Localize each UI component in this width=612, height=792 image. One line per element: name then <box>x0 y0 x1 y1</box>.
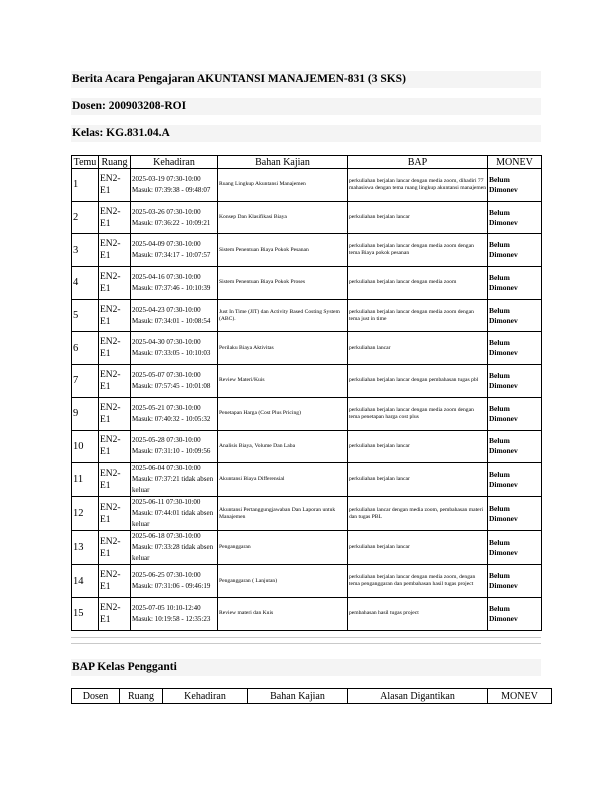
jadwal-text: 2025-03-26 07:30-10:00 <box>132 207 201 216</box>
table-row <box>72 597 542 630</box>
monev-cell: Belum Dimonev <box>488 201 542 234</box>
section-divider <box>71 643 541 644</box>
bap-cell: perkuliahan lancar dengan media zoom, pembahasan materi dan tugas PBL <box>348 497 488 531</box>
bap-cell: perkuliahan berjalan lancar dengan media zoom <box>348 267 488 300</box>
temu-cell: 13 <box>72 531 99 565</box>
page-title: Berita Acara Pengajaran AKUNTANSI MANAJEMEN-831 (3 SKS) <box>72 73 406 85</box>
bahan-kajian-cell: Sistem Penentuan Biaya Pokok Pesanan <box>218 234 348 267</box>
ruang-cell: EN2-E1 <box>99 365 131 398</box>
kehadiran-cell <box>131 201 218 234</box>
col-header-kehadiran: Kehadiran <box>131 156 218 169</box>
masuk-text: Masuk: 07:33:05 - 10:10:03 <box>132 349 211 358</box>
monev-cell: Belum Dimonev <box>488 169 542 202</box>
pengganti-table-header <box>72 689 552 704</box>
kehadiran-cell <box>131 397 218 430</box>
jadwal-text: 2025-04-09 07:30-10:00 <box>132 240 201 249</box>
bahan-kajian-cell: Review materi dan Kuis <box>218 597 348 630</box>
table-row <box>72 267 542 300</box>
monev-cell: Belum Dimonev <box>488 267 542 300</box>
bap-cell: perkuliahan berjalan lancar <box>348 463 488 497</box>
bap-cell: perkuliahan lancar <box>348 332 488 365</box>
table-row <box>72 497 542 531</box>
bahan-kajian-cell: Sistem Penentuan Biaya Pokok Proses <box>218 267 348 300</box>
ruang-cell: EN2-E1 <box>99 565 131 598</box>
masuk-text: Masuk: 07:33:28 tidak absen keluar <box>132 543 214 563</box>
table-row <box>72 463 542 497</box>
table-row <box>72 332 542 365</box>
bahan-kajian-cell: Akuntansi Pertanggungjawaban Dan Laporan untuk Manajemen <box>218 497 348 531</box>
temu-cell: 14 <box>72 565 99 598</box>
monev-cell: Belum Dimonev <box>488 463 542 497</box>
ruang-cell: EN2-E1 <box>99 267 131 300</box>
kehadiran-cell <box>131 497 218 531</box>
temu-cell: 7 <box>72 365 99 398</box>
ruang-cell: EN2-E1 <box>99 463 131 497</box>
kelas-label: Kelas: KG.831.04.A <box>72 127 170 139</box>
table-row <box>72 201 542 234</box>
col-header-bahan-kajian: Bahan Kajian <box>218 156 348 169</box>
ruang-cell: EN2-E1 <box>99 169 131 202</box>
temu-cell: 11 <box>72 463 99 497</box>
bap-cell: perkuliahan berjalan lancar dengan media zoom, dengan tema penganggaran dan pembahasan hasil tugas project <box>348 565 488 598</box>
ruang-cell: EN2-E1 <box>99 299 131 332</box>
bap-cell: perkuliahan berjalan lancar <box>348 201 488 234</box>
table-row <box>72 565 542 598</box>
col-header-monev: MONEV <box>488 156 542 169</box>
bap-cell: perkuliahan berjalan lancar dengan media zoom, dihadiri 77 mahasiswa dengan tema ruang lingkup akuntansi manajemen <box>348 169 488 202</box>
masuk-text: Masuk: 07:57:45 - 10:01:08 <box>132 381 211 390</box>
jadwal-text: 2025-06-25 07:30-10:00 <box>132 571 201 580</box>
bap-table <box>71 155 542 631</box>
col-header-ruang: Ruang <box>99 156 131 169</box>
ruang-cell: EN2-E1 <box>99 430 131 463</box>
table-row <box>72 397 542 430</box>
monev-cell: Belum Dimonev <box>488 332 542 365</box>
col-header-dosen: Dosen <box>72 689 120 704</box>
jadwal-text: 2025-04-23 07:30-10:00 <box>132 305 201 314</box>
bap-table-header <box>72 156 542 169</box>
bahan-kajian-cell: Konsep Dan Klasifikasi Biaya <box>218 201 348 234</box>
masuk-text: Masuk: 07:31:10 - 10:09:56 <box>132 447 211 456</box>
kehadiran-cell <box>131 430 218 463</box>
table-row <box>72 531 542 565</box>
kehadiran-cell <box>131 234 218 267</box>
table-row <box>72 430 542 463</box>
jadwal-text: 2025-04-30 07:30-10:00 <box>132 338 201 347</box>
bap-cell: perkuliahan berjalan lancar dengan pembahasan tugas pbl <box>348 365 488 398</box>
kehadiran-cell <box>131 332 218 365</box>
pengganti-table <box>71 688 552 704</box>
bahan-kajian-cell: Analisis Biaya, Volume Dan Laba <box>218 430 348 463</box>
temu-cell: 15 <box>72 597 99 630</box>
monev-cell: Belum Dimonev <box>488 497 542 531</box>
section-divider <box>71 637 541 638</box>
col-header-ruang: Ruang <box>120 689 163 704</box>
temu-cell: 2 <box>72 201 99 234</box>
kehadiran-cell <box>131 531 218 565</box>
bap-cell: perkuliahan berjalan lancar dengan media zoom dengan tema penetapan harga cost plus <box>348 397 488 430</box>
jadwal-text: 2025-03-19 07:30-10:00 <box>132 174 201 183</box>
col-header-bap: BAP <box>348 156 488 169</box>
bap-cell: perkuliahan berjalan lancar dengan media zoom dengan tema Biaya pokok pesanan <box>348 234 488 267</box>
ruang-cell: EN2-E1 <box>99 397 131 430</box>
masuk-text: Masuk: 10:19:58 - 12:35:23 <box>132 614 211 623</box>
monev-cell: Belum Dimonev <box>488 234 542 267</box>
dosen-label: Dosen: 200903208-ROI <box>72 100 187 112</box>
bahan-kajian-cell: Perilaku Biaya Aktivitas <box>218 332 348 365</box>
table-row <box>72 234 542 267</box>
temu-cell: 12 <box>72 497 99 531</box>
kehadiran-cell <box>131 299 218 332</box>
bahan-kajian-cell: Just In Time (JIT) dan Activity Based Costing System (ABC). <box>218 299 348 332</box>
bahan-kajian-cell: Review Materi/Kuis <box>218 365 348 398</box>
jadwal-text: 2025-05-21 07:30-10:00 <box>132 403 201 412</box>
temu-cell: 6 <box>72 332 99 365</box>
masuk-text: Masuk: 07:34:01 - 10:08:54 <box>132 316 211 325</box>
ruang-cell: EN2-E1 <box>99 597 131 630</box>
masuk-text: Masuk: 07:44:01 tidak absen keluar <box>132 509 214 529</box>
temu-cell: 3 <box>72 234 99 267</box>
bap-cell: perkuliahan berjalan lancar <box>348 531 488 565</box>
temu-cell: 4 <box>72 267 99 300</box>
jadwal-text: 2025-06-04 07:30-10:00 <box>132 464 201 473</box>
jadwal-text: 2025-05-07 07:30-10:00 <box>132 370 201 379</box>
temu-cell: 5 <box>72 299 99 332</box>
ruang-cell: EN2-E1 <box>99 497 131 531</box>
table-row <box>72 365 542 398</box>
masuk-text: Masuk: 07:36:22 - 10:09:21 <box>132 218 211 227</box>
kehadiran-cell <box>131 463 218 497</box>
temu-cell: 1 <box>72 169 99 202</box>
pengganti-title: BAP Kelas Pengganti <box>72 661 177 673</box>
masuk-text: Masuk: 07:39:38 - 09:48:07 <box>132 185 211 194</box>
col-header-temu: Temu <box>72 156 99 169</box>
temu-cell: 9 <box>72 397 99 430</box>
kehadiran-cell <box>131 565 218 598</box>
col-header-bahan-kajian: Bahan Kajian <box>248 689 348 704</box>
bap-cell: perkuliahan berjalan lancar dengan media zoom dengan tema just in time <box>348 299 488 332</box>
jadwal-text: 2025-05-28 07:30-10:00 <box>132 436 201 445</box>
temu-cell: 10 <box>72 430 99 463</box>
monev-cell: Belum Dimonev <box>488 565 542 598</box>
table-row <box>72 169 542 202</box>
monev-cell: Belum Dimonev <box>488 299 542 332</box>
ruang-cell: EN2-E1 <box>99 332 131 365</box>
monev-cell: Belum Dimonev <box>488 430 542 463</box>
col-header-kehadiran: Kehadiran <box>163 689 248 704</box>
col-header-monev: MONEV <box>488 689 552 704</box>
masuk-text: Masuk: 07:34:17 - 10:07:57 <box>132 251 211 260</box>
kehadiran-cell <box>131 365 218 398</box>
kehadiran-cell <box>131 267 218 300</box>
col-header-alasan-digantikan: Alasan Digantikan <box>348 689 488 704</box>
monev-cell: Belum Dimonev <box>488 531 542 565</box>
monev-cell: Belum Dimonev <box>488 365 542 398</box>
bahan-kajian-cell: Penetapan Harga (Cost Plus Pricing) <box>218 397 348 430</box>
jadwal-text: 2025-06-11 07:30-10:00 <box>132 498 201 507</box>
kehadiran-cell <box>131 597 218 630</box>
kehadiran-cell <box>131 169 218 202</box>
jadwal-text: 2025-06-18 07:30-10:00 <box>132 532 201 541</box>
table-row <box>72 299 542 332</box>
jadwal-text: 2025-07-05 10:10-12:40 <box>132 603 201 612</box>
masuk-text: Masuk: 07:31:06 - 09:46:19 <box>132 582 211 591</box>
jadwal-text: 2025-04-16 07:30-10:00 <box>132 272 201 281</box>
ruang-cell: EN2-E1 <box>99 531 131 565</box>
monev-cell: Belum Dimonev <box>488 597 542 630</box>
bahan-kajian-cell: Akuntansi Biaya Differensial <box>218 463 348 497</box>
masuk-text: Masuk: 07:40:32 - 10:05:32 <box>132 414 211 423</box>
masuk-text: Masuk: 07:37:46 - 10:10:39 <box>132 283 211 292</box>
ruang-cell: EN2-E1 <box>99 234 131 267</box>
ruang-cell: EN2-E1 <box>99 201 131 234</box>
masuk-text: Masuk: 07:37:21 tidak absen keluar <box>132 475 214 495</box>
bahan-kajian-cell: Penganggaran <box>218 531 348 565</box>
bap-cell: perkuliahan berjalan lancar <box>348 430 488 463</box>
bahan-kajian-cell: Ruang Lingkup Akuntansi Manajemen <box>218 169 348 202</box>
bap-cell: pembahasan hasil tugas project <box>348 597 488 630</box>
bahan-kajian-cell: Penganggaran ( Lanjutan) <box>218 565 348 598</box>
monev-cell: Belum Dimonev <box>488 397 542 430</box>
